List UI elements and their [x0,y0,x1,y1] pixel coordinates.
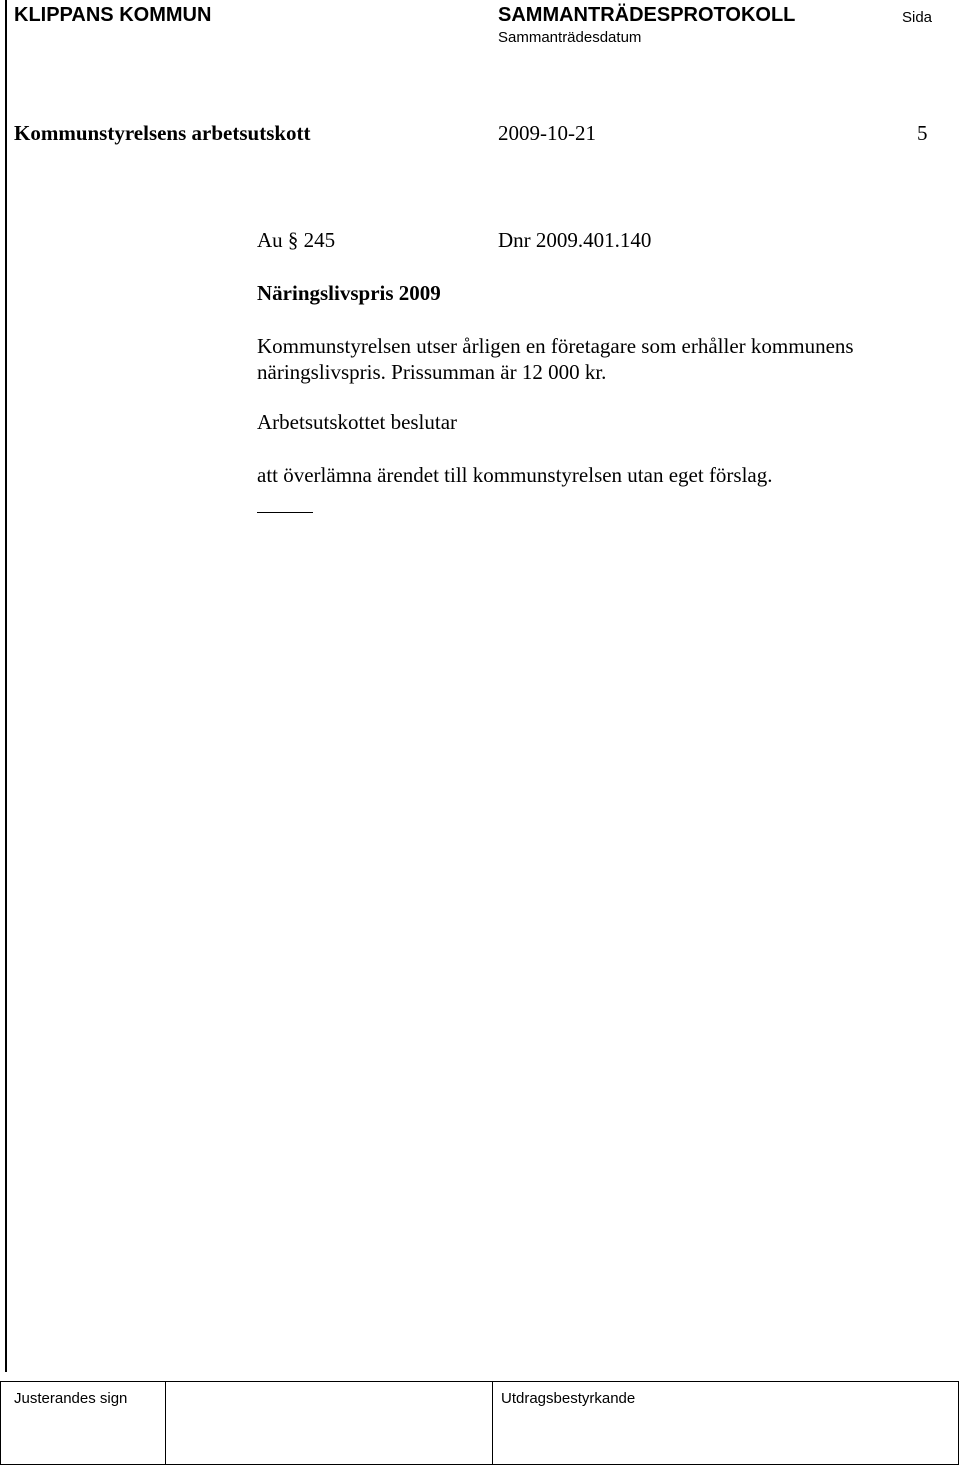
page-label: Sida [902,9,933,26]
decision-text: att överlämna ärendet till kommunstyrelsen utan eget förslag. [257,463,773,487]
signature-footer [0,1381,959,1465]
decision-heading: Arbetsutskottet beslutar [257,410,458,434]
page-number: 5 [917,121,928,145]
section-end-rule [257,512,313,513]
adjuster-sign-label: Justerandes sign [14,1390,128,1407]
left-margin-rule [5,0,7,1372]
case-description-line-1: Kommunstyrelsen utser årligen en företagare som erhåller kommunens [257,334,854,358]
section-number: Au § 245 [257,228,336,252]
case-description-line-2: näringslivspris. Prissumman är 12 000 kr. [257,360,607,384]
footer-divider [492,1382,493,1464]
case-title: Näringslivspris 2009 [257,281,441,305]
meeting-date-label: Sammanträdesdatum [498,29,642,46]
organization-name: KLIPPANS KOMMUN [14,4,212,26]
footer-divider [165,1382,166,1464]
meeting-date: 2009-10-21 [498,121,596,145]
extract-certified-label: Utdragsbestyrkande [501,1390,636,1407]
document-type: SAMMANTRÄDESPROTOKOLL [498,4,796,26]
diary-number: Dnr 2009.401.140 [498,228,652,252]
committee-name: Kommunstyrelsens arbetsutskott [14,121,311,145]
